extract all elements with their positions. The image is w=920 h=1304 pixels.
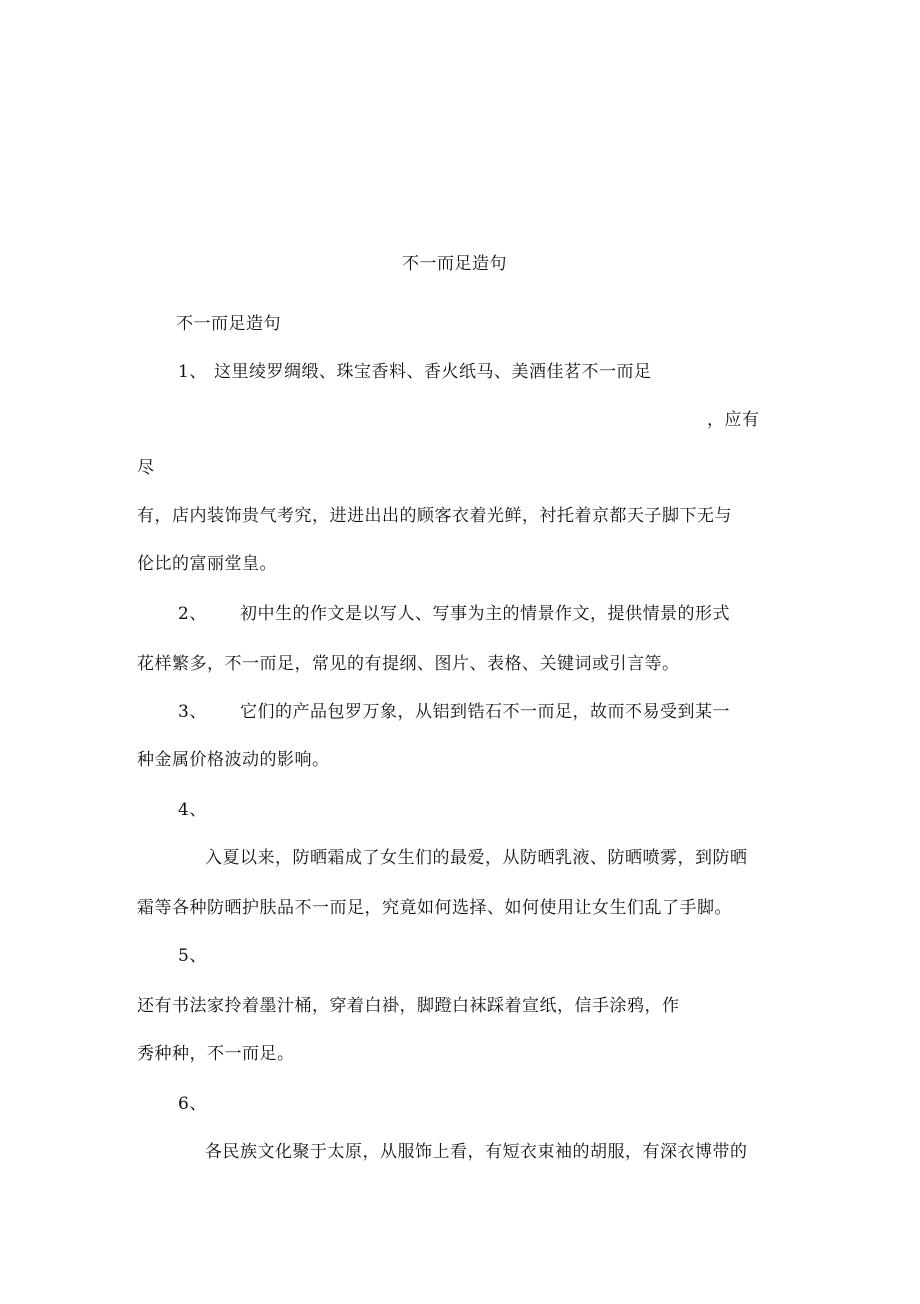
item-line: 初中生的作文是以写人、写事为主的情景作文，提供情景的形式 — [240, 604, 730, 624]
item-line: 伦比的富丽堂皇。 — [137, 554, 277, 574]
item-line: ，应有 — [707, 410, 760, 430]
item-line: 霜等各种防晒护肤品不一而足，究竟如何选择、如何使用让女生们乱了手脚。 — [137, 898, 732, 918]
item-line: 秀种种，不一而足。 — [137, 1044, 295, 1064]
item-line: 它们的产品包罗万象，从铝到锆石不一而足，故而不易受到某一 — [240, 702, 730, 722]
item-line: 花样繁多，不一而足，常见的有提纲、图片、表格、关键词或引言等。 — [137, 654, 680, 674]
item-number: 6、 — [178, 1094, 207, 1114]
item-line: 种金属价格波动的影响。 — [137, 750, 330, 770]
document-subtitle: 不一而足造句 — [176, 314, 281, 334]
item-line: 还有书法家拎着墨汁桶，穿着白褂，脚蹬白袜踩着宣纸，信手涂鸦，作 — [137, 996, 680, 1016]
document-title: 不一而足造句 — [402, 254, 507, 274]
item-line: 有，店内装饰贵气考究，进进出出的顾客衣着光鲜，衬托着京都天子脚下无与 — [137, 506, 732, 526]
item-number: 1、 — [178, 362, 207, 382]
item-number: 2、 — [178, 604, 207, 624]
item-line: 这里绫罗绸缎、珠宝香料、香火纸马、美酒佳茗不一而足 — [214, 362, 652, 382]
item-line: 尽 — [137, 458, 155, 478]
item-number: 3、 — [178, 702, 207, 722]
item-number: 5、 — [178, 946, 207, 966]
item-number: 4、 — [178, 800, 207, 820]
item-line: 入夏以来，防晒霜成了女生们的最爱，从防晒乳液、防晒喷雾，到防晒 — [205, 848, 748, 868]
item-line: 各民族文化聚于太原，从服饰上看，有短衣束袖的胡服，有深衣博带的 — [205, 1142, 748, 1162]
